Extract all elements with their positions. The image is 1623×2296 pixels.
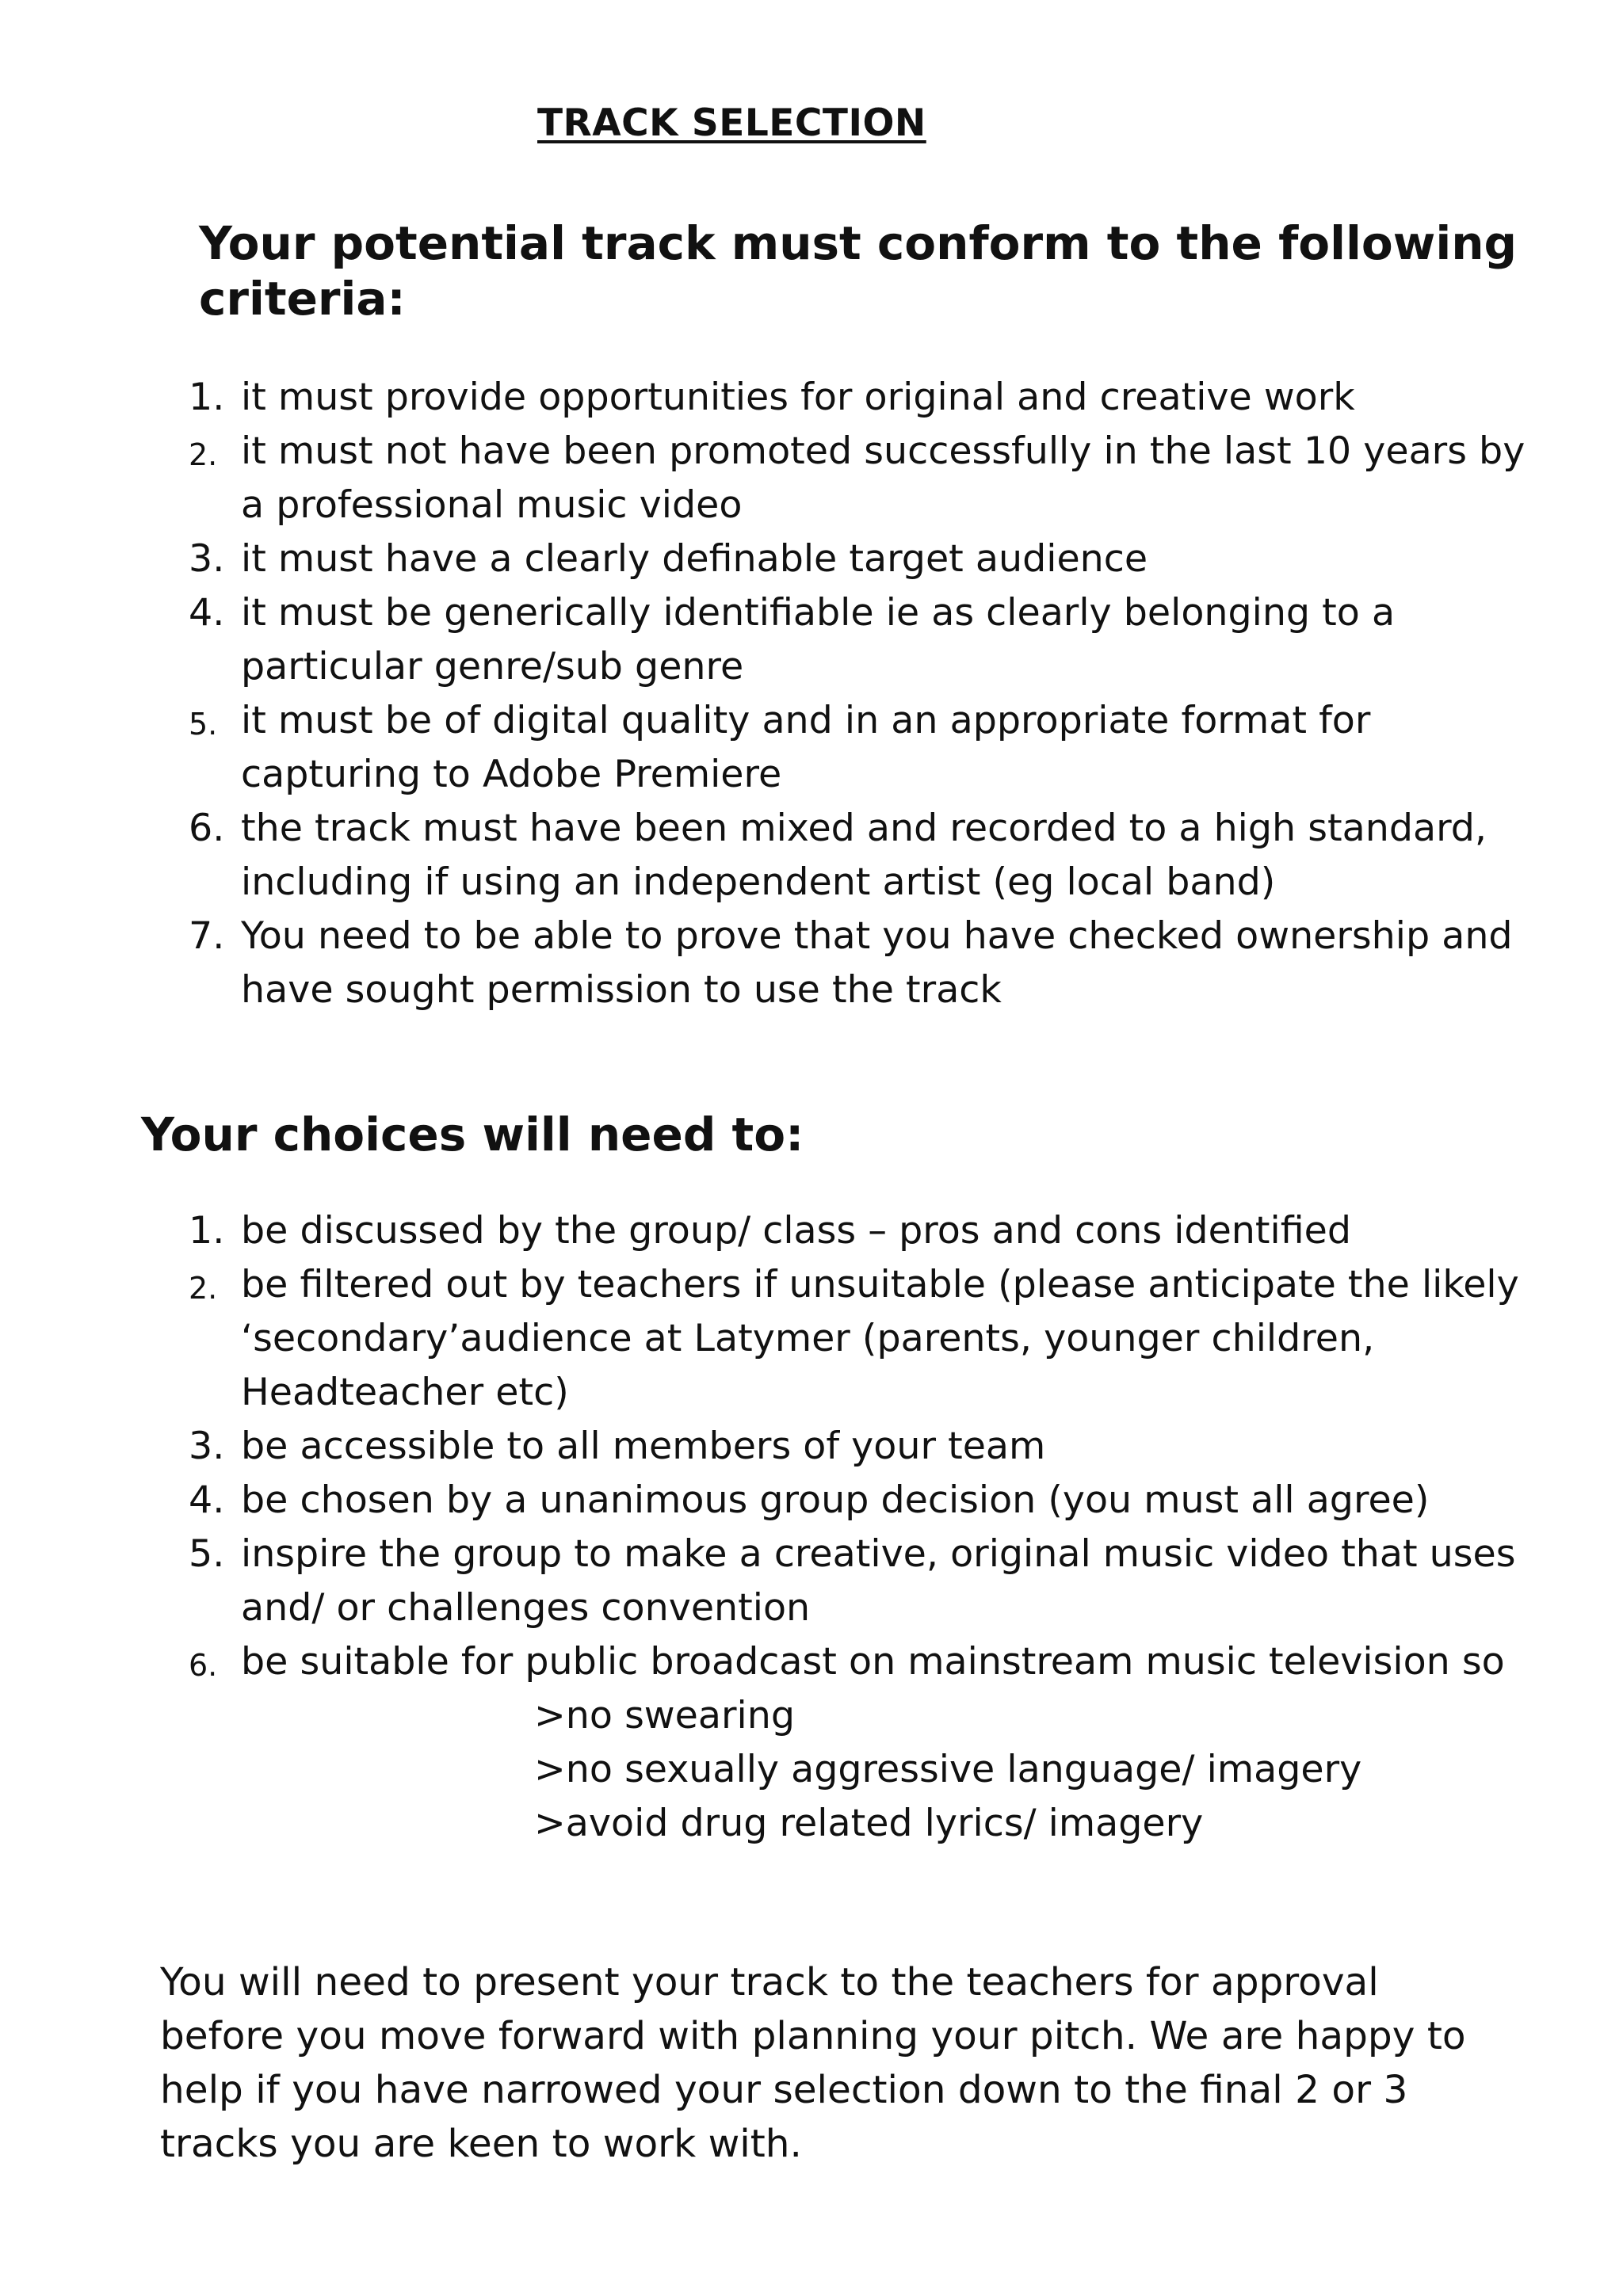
- list-item-text: the track must have been mixed and recorded to a high standard, including if using an independent artist (eg local band): [241, 807, 1487, 904]
- choices-heading: Your choices will need to:: [141, 1108, 804, 1161]
- list-number: 5.: [189, 1532, 225, 1576]
- list-number: 4.: [189, 591, 225, 635]
- closing-paragraph: You will need to present your track to the teachers for approval before you move forward with planning your pitch. We are happy to help if you have narrowed your selection down to the final 2 or 3 tracks you are keen to work with.: [160, 1960, 1466, 2166]
- list-number: 6.: [189, 1648, 218, 1683]
- list-item: [189, 1474, 1552, 1527]
- restriction-item: >no swearing: [534, 1694, 795, 1737]
- list-item: [189, 1258, 1552, 1420]
- restrictions-list: [241, 1689, 1552, 1851]
- list-item: [189, 694, 1552, 802]
- list-item: [189, 1635, 1552, 1851]
- list-number: 2.: [189, 1271, 218, 1306]
- list-item: [189, 802, 1552, 910]
- list-number: 6.: [189, 807, 225, 850]
- list-item-text: be filtered out by teachers if unsuitable (please anticipate the likely ‘secondary’audience at Latymer (parents, younger children, Headteacher etc): [241, 1263, 1519, 1414]
- list-item: [189, 532, 1552, 586]
- criteria-list: [189, 371, 1552, 1017]
- list-number: 2.: [189, 437, 218, 472]
- list-number: 4.: [189, 1478, 225, 1522]
- page-title: TRACK SELECTION: [537, 101, 926, 145]
- list-item-text: it must have a clearly definable target audience: [241, 537, 1148, 581]
- list-number: 1.: [189, 1209, 225, 1253]
- list-number: 3.: [189, 1425, 225, 1468]
- list-item-text: be discussed by the group/ class – pros and cons identified: [241, 1209, 1352, 1253]
- list-item: [189, 1420, 1552, 1474]
- list-item-text: it must provide opportunities for original and creative work: [241, 376, 1355, 419]
- list-number: 1.: [189, 376, 225, 419]
- list-number: 7.: [189, 914, 225, 958]
- list-item: [189, 910, 1552, 1017]
- criteria-heading: Your potential track must conform to the following criteria:: [199, 216, 1518, 326]
- list-number: 5.: [189, 707, 218, 742]
- list-item-text: You need to be able to prove that you have checked ownership and have sought permission to use the track: [241, 914, 1513, 1012]
- restriction-item: >no sexually aggressive language/ imagery: [534, 1748, 1362, 1791]
- choices-list: [189, 1204, 1552, 1851]
- list-item: [189, 371, 1552, 425]
- list-item-text: it must be of digital quality and in an appropriate format for capturing to Adobe Premiere: [241, 699, 1371, 796]
- list-item-text: be chosen by a unanimous group decision (you must all agree): [241, 1478, 1430, 1522]
- list-item-text: it must be generically identifiable ie as clearly belonging to a particular genre/sub genre: [241, 591, 1396, 688]
- list-item: [189, 1527, 1552, 1635]
- list-item: [189, 425, 1552, 532]
- list-item: [189, 1204, 1552, 1258]
- restriction-item: >avoid drug related lyrics/ imagery: [534, 1802, 1204, 1845]
- list-number: 3.: [189, 537, 225, 581]
- list-item-text: inspire the group to make a creative, original music video that uses and/ or challenges convention: [241, 1532, 1516, 1630]
- list-item-text: it must not have been promoted successfully in the last 10 years by a professional music video: [241, 429, 1526, 527]
- list-item-text: be suitable for public broadcast on mainstream music television so: [241, 1640, 1505, 1684]
- list-item: [189, 586, 1552, 694]
- list-item-text: be accessible to all members of your team: [241, 1425, 1046, 1468]
